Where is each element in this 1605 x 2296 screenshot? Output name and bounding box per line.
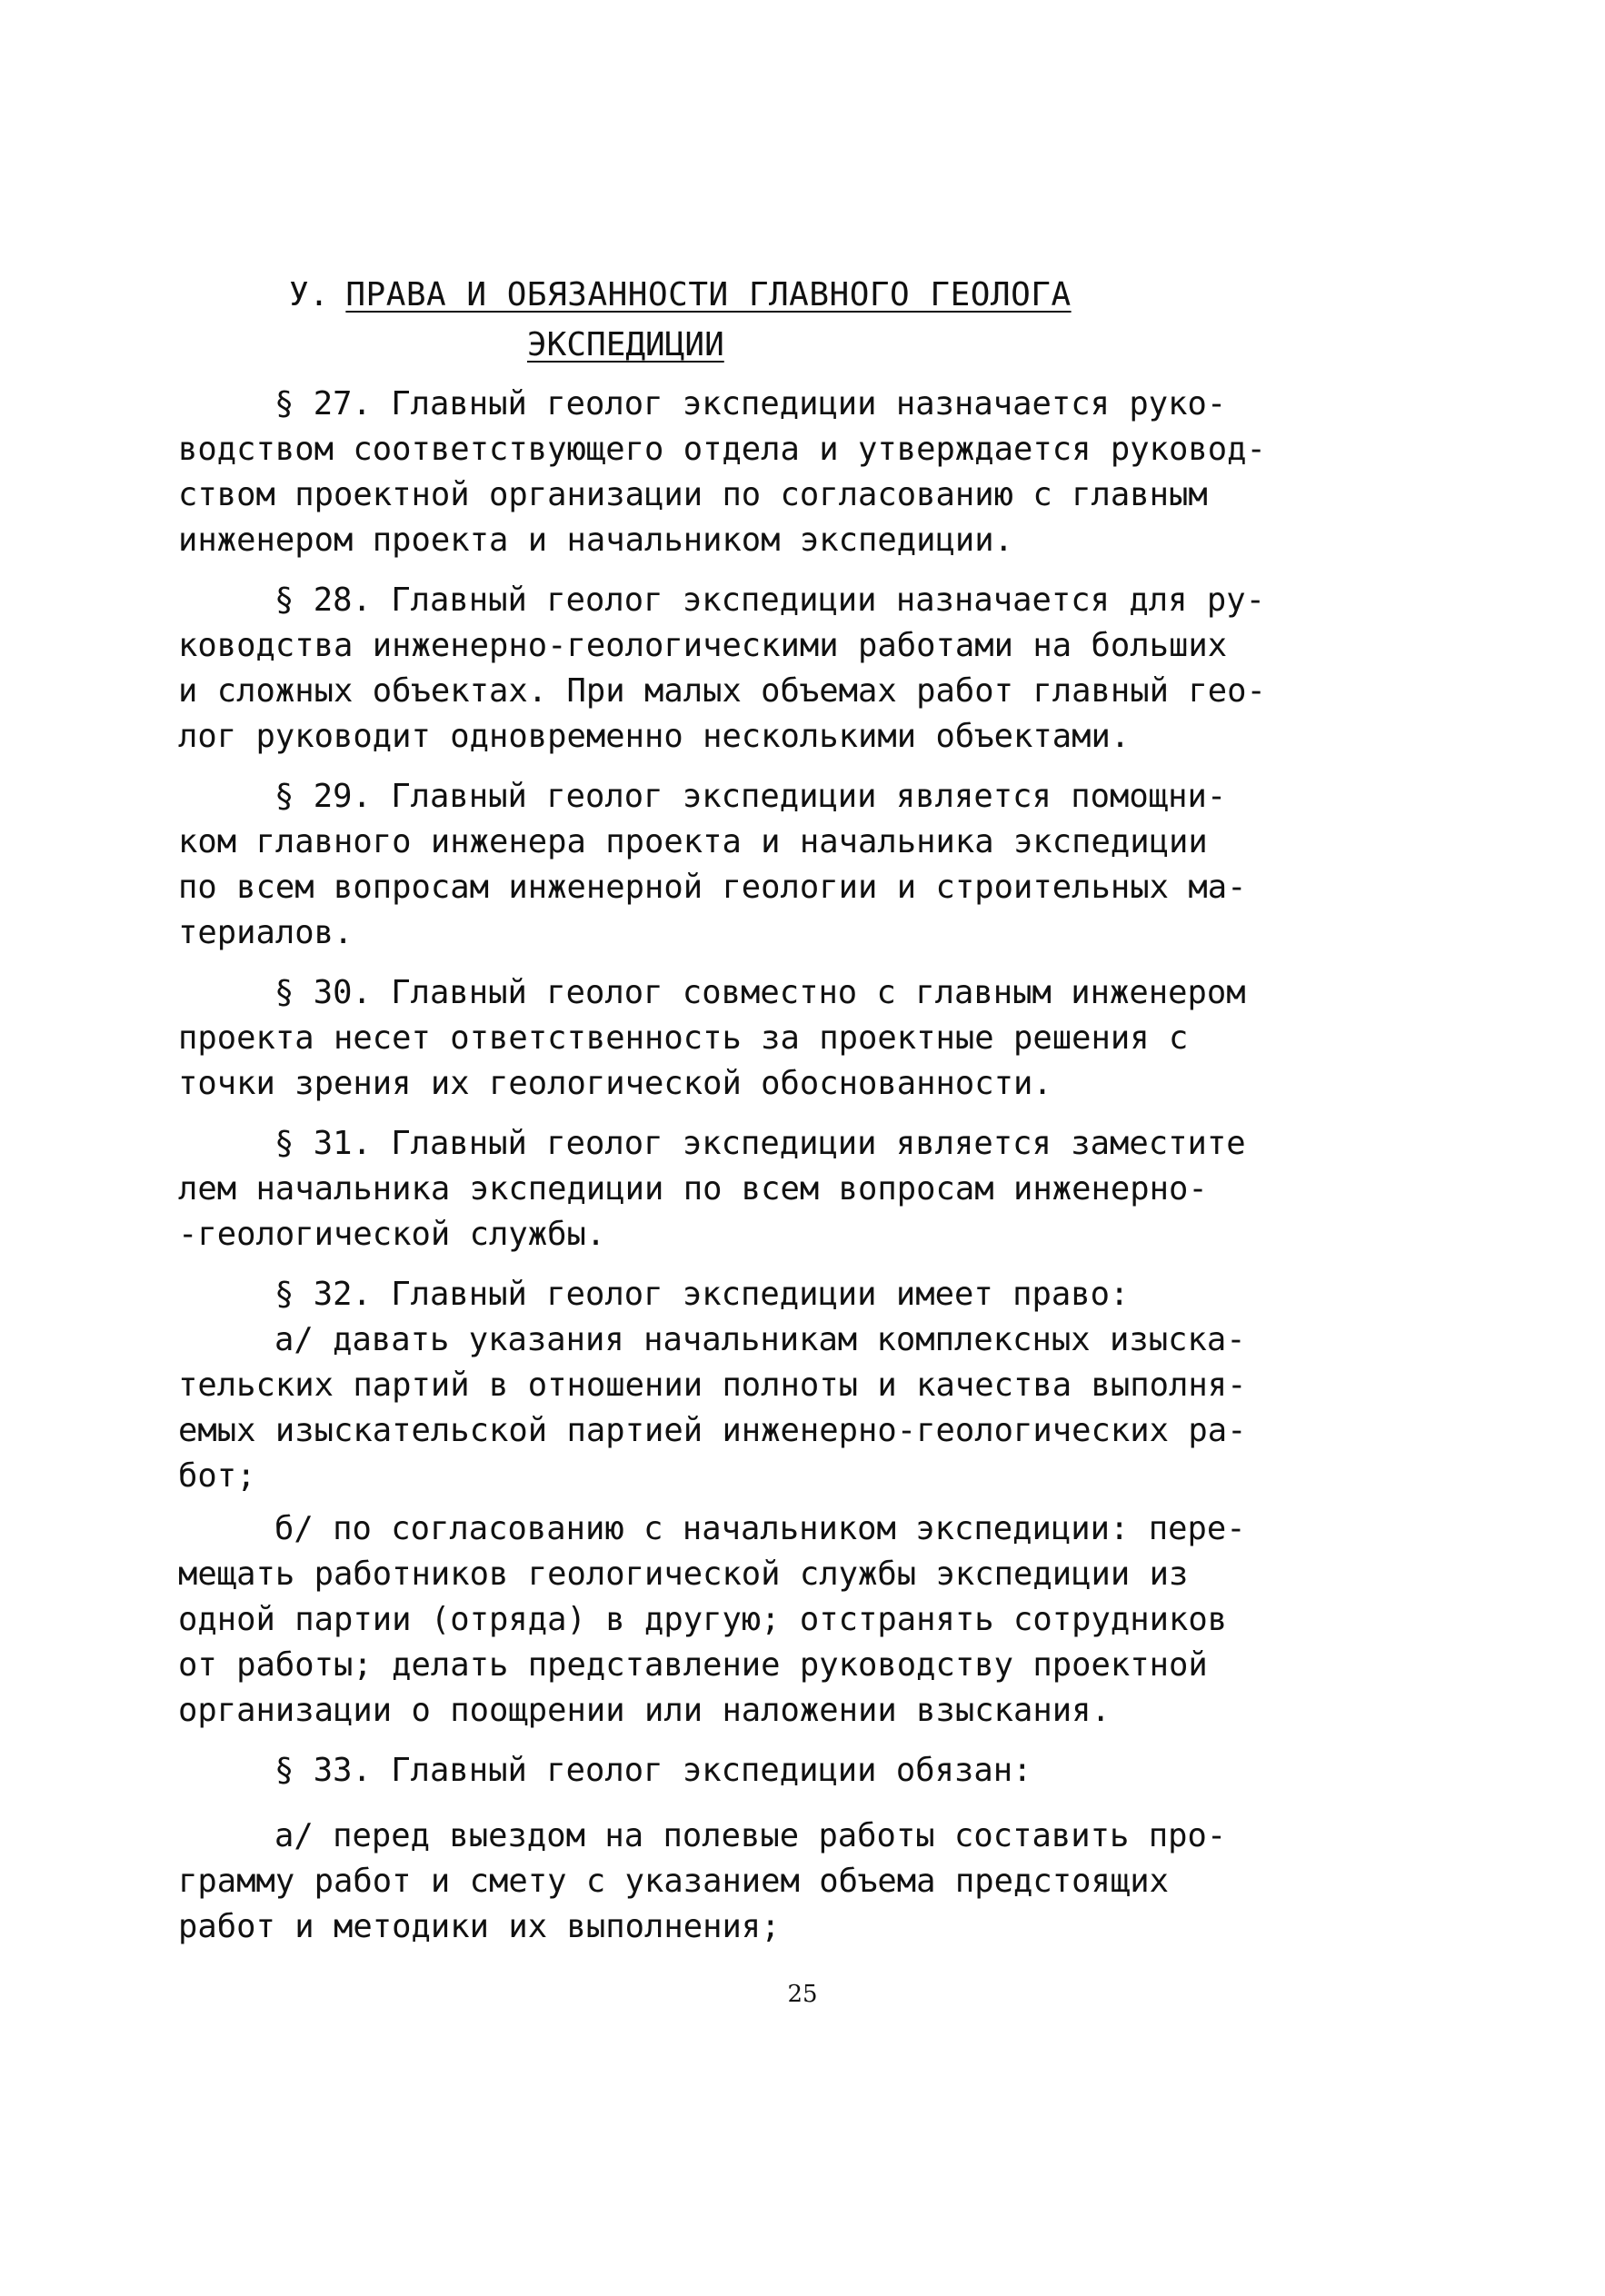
section-number: У.	[289, 276, 330, 313]
text-line: § 30. Главный геолог совместно с главным инженером	[274, 974, 1246, 1011]
paragraph-33a	[178, 1814, 1227, 1950]
text-line: водством соответствующего отдела и утверждается руковод-	[178, 431, 1266, 468]
paragraph-33	[178, 1748, 1214, 1794]
text-line: § 32. Главный геолог экспедиции имеет право:	[274, 1276, 1130, 1313]
text-line: териалов.	[178, 914, 354, 951]
text-line: инженером проекта и начальником экспедиции.	[178, 522, 1014, 559]
text-line: ством проектной организации по согласованию с главным	[178, 476, 1208, 513]
text-line: работ и методики их выполнения;	[178, 1908, 781, 1945]
text-line: б/ по согласованию с начальником экспедиции: пере-	[274, 1510, 1246, 1547]
text-line: -геологической службы.	[178, 1216, 606, 1253]
paragraph-28	[178, 578, 1266, 760]
text-line: тельских партий в отношении полноты и качества выполня-	[178, 1367, 1247, 1404]
text-line: по всем вопросам инженерной геологии и строительных ма-	[178, 869, 1247, 906]
section-heading	[289, 273, 1072, 318]
text-line: § 31. Главный геолог экспедиции является заместите	[274, 1125, 1246, 1162]
text-line: а/ перед выездом на полевые работы составить про-	[274, 1817, 1227, 1854]
text-line: от работы; делать представление руководству проектной	[178, 1646, 1208, 1684]
text-line: проекта несет ответственность за проектные решения с	[178, 1019, 1189, 1057]
text-line: § 27. Главный геолог экспедиции назначается руко-	[274, 385, 1227, 422]
paragraph-29	[178, 774, 1247, 956]
paragraph-31	[178, 1121, 1246, 1257]
text-line: грамму работ и смету с указанием объема предстоящих	[178, 1863, 1170, 1900]
text-line: ком главного инженера проекта и начальника экспедиции	[178, 823, 1208, 860]
text-line: бот;	[178, 1457, 256, 1495]
text-line: организации о поощрении или наложении взыскания.	[178, 1692, 1111, 1729]
text-line: емых изыскательской партией инженерно-геологических ра-	[178, 1412, 1247, 1449]
section-heading-continuation	[527, 323, 724, 368]
text-line: точки зрения их геологической обоснованности.	[178, 1065, 1052, 1102]
text-line: § 33. Главный геолог экспедиции обязан:	[274, 1752, 1032, 1789]
text-line: лог руководит одновременно несколькими объектами.	[178, 718, 1131, 755]
paragraph-32b	[178, 1506, 1246, 1734]
text-line: лем начальника экспедиции по всем вопросам инженерно-	[178, 1170, 1208, 1208]
paragraph-32	[178, 1272, 1247, 1499]
paragraph-30	[178, 970, 1246, 1107]
section-title-line-2: ЭКСПЕДИЦИИ	[527, 326, 724, 363]
page-number: 25	[787, 1981, 818, 2008]
text-line: а/ давать указания начальникам комплексных изыска-	[274, 1321, 1246, 1358]
section-title-line-1: ПРАВА И ОБЯЗАННОСТИ ГЛАВНОГО ГЕОЛОГА	[345, 276, 1072, 313]
text-line: ководства инженерно-геологическими работами на больших	[178, 627, 1228, 664]
paragraph-27	[178, 382, 1266, 563]
text-line: одной партии (отряда) в другую; отстранять сотрудников	[178, 1601, 1228, 1638]
text-line: мещать работников геологической службы экспедиции из	[178, 1556, 1189, 1593]
text-line: § 29. Главный геолог экспедиции является помощни-	[274, 778, 1227, 815]
document-body	[178, 382, 1266, 1964]
text-line: § 28. Главный геолог экспедиции назначается для ру-	[274, 581, 1266, 619]
text-line: и сложных объектах. При малых объемах работ главный гео-	[178, 672, 1266, 710]
